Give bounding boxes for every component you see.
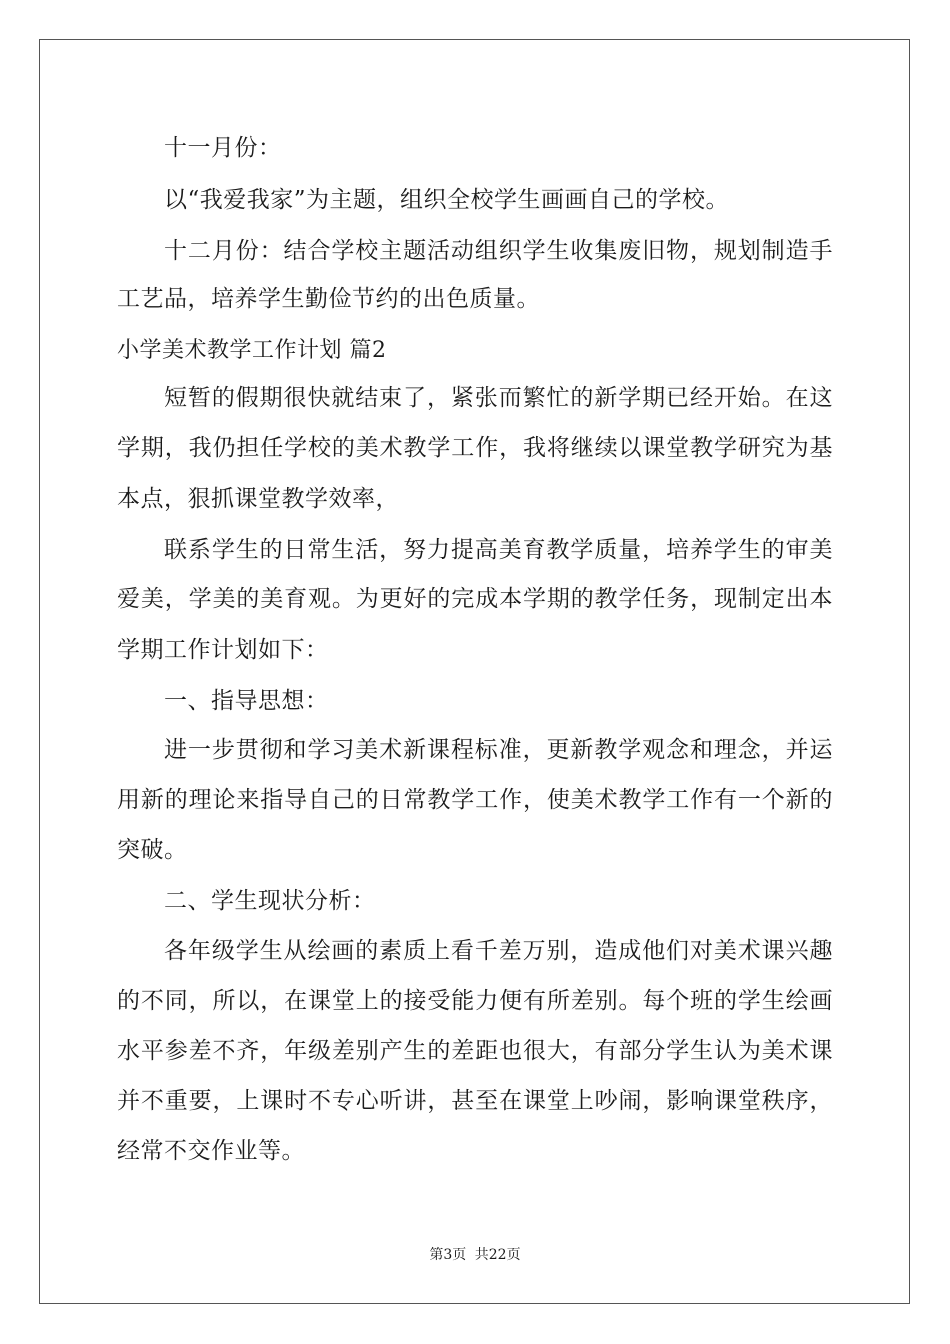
page-footer [0, 1245, 950, 1265]
text-line: 十一月份： [164, 135, 282, 161]
text-line: 工艺品，培养学生勤俭节约的出色质量。 [117, 286, 540, 312]
text-line: 二、学生现状分析： [164, 888, 376, 914]
page-total: 共22页 [474, 1247, 521, 1263]
text-line: 并不重要，上课时不专心听讲，甚至在课堂上吵闹，影响课堂秩序， [117, 1088, 833, 1114]
text-line: 联系学生的日常生活，努力提高美育教学质量，培养学生的审美 [164, 537, 833, 563]
text-line: 短暂的假期很快就结束了，紧张而繁忙的新学期已经开始。在这 [164, 385, 833, 411]
text-line: 以“我爱我家”为主题，组织全校学生画画自己的学校。 [164, 187, 730, 213]
text-line: 学期工作计划如下： [117, 637, 329, 663]
text-line: 进一步贯彻和学习美术新课程标准，更新教学观念和理念，并运 [164, 737, 833, 763]
text-line: 各年级学生从绘画的素质上看千差万别，造成他们对美术课兴趣 [164, 938, 833, 964]
text-line: 爱美，学美的美育观。为更好的完成本学期的教学任务，现制定出本 [117, 586, 833, 612]
section-title: 小学美术教学工作计划 篇2 [117, 338, 387, 363]
text-line: 学期，我仍担任学校的美术教学工作，我将继续以课堂教学研究为基 [117, 435, 833, 461]
text-line: 突破。 [117, 837, 188, 863]
text-line: 用新的理论来指导自己的日常教学工作，使美术教学工作有一个新的 [117, 787, 833, 813]
text-line: 十二月份：结合学校主题活动组织学生收集废旧物，规划制造手 [164, 238, 833, 264]
text-line: 经常不交作业等。 [117, 1138, 305, 1164]
text-line: 本点，狠抓课堂教学效率， [117, 486, 399, 512]
text-line: 水平参差不齐，年级差别产生的差距也很大，有部分学生认为美术课 [117, 1038, 833, 1064]
page-number: 第3页 [429, 1247, 467, 1263]
text-line: 的不同，所以，在课堂上的接受能力便有所差别。每个班的学生绘画 [117, 988, 833, 1014]
text-line: 一、指导思想： [164, 688, 329, 714]
